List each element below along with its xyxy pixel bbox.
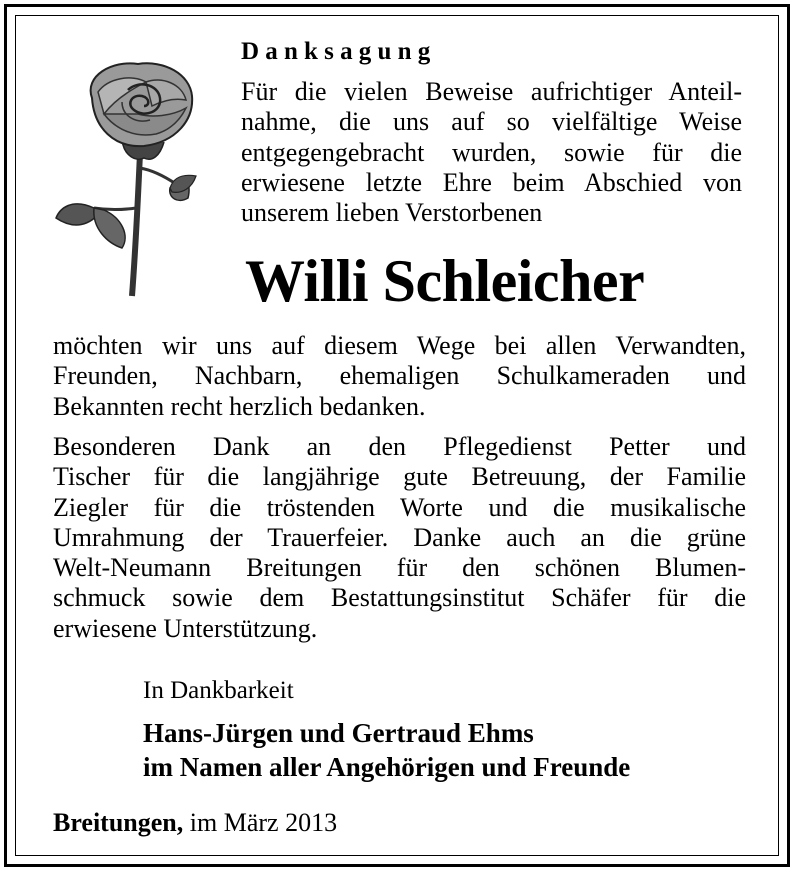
paragraph-2 <box>53 432 746 644</box>
paragraph-line: Tischer für die langjährige gute Betreuung, der Familie <box>53 462 746 492</box>
intro-line: Für die vielen Beweise aufrichtiger Anteil- <box>241 77 742 106</box>
place: Breitungen, <box>53 808 184 837</box>
date: im März 2013 <box>189 808 338 837</box>
intro-text <box>241 77 742 228</box>
paragraph-line: Welt-Neumann Breitungen für den schönen Blumen- <box>53 553 746 583</box>
rose-icon <box>52 58 212 298</box>
intro-line: unserem lieben Verstorbenen <box>241 198 543 228</box>
paragraph-line: schmuck sowie dem Bestattungsinstitut Schäfer für die <box>53 583 746 613</box>
intro-line: erwiesene letzte Ehre beim Abschied von <box>241 167 742 197</box>
place-date <box>53 808 337 838</box>
intro-line: entgegengebracht wurden, sowie für die <box>241 137 742 167</box>
intro-line: nahme, die uns auf so vielfältige Weise <box>241 107 742 137</box>
paragraph-line: erwiesene Unterstützung. <box>53 613 318 643</box>
closing-phrase: In Dankbarkeit <box>143 677 294 704</box>
paragraph-1 <box>53 331 746 422</box>
paragraph-line: Bekannten recht herzlich bedanken. <box>53 391 426 421</box>
signatory-line: Hans-Jürgen und Gertraud Ehms <box>143 718 534 748</box>
paragraph-line: möchten wir uns auf diesem Wege bei allen Verwandten, <box>53 331 746 360</box>
signatory-line: im Namen aller Angehörigen und Freunde <box>143 752 631 782</box>
deceased-name: Willi Schleicher <box>245 248 645 314</box>
heading: Danksagung <box>241 38 437 65</box>
signatories <box>143 716 630 784</box>
paragraph-line: Ziegler für die tröstenden Worte und die musikalische <box>53 492 746 522</box>
paragraph-line: Umrahmung der Trauerfeier. Danke auch an die grüne <box>53 522 746 552</box>
paragraph-line: Freunden, Nachbarn, ehemaligen Schulkameraden und <box>53 361 746 391</box>
paragraph-line: Besonderen Dank an den Pflegedienst Petter und <box>53 432 746 461</box>
